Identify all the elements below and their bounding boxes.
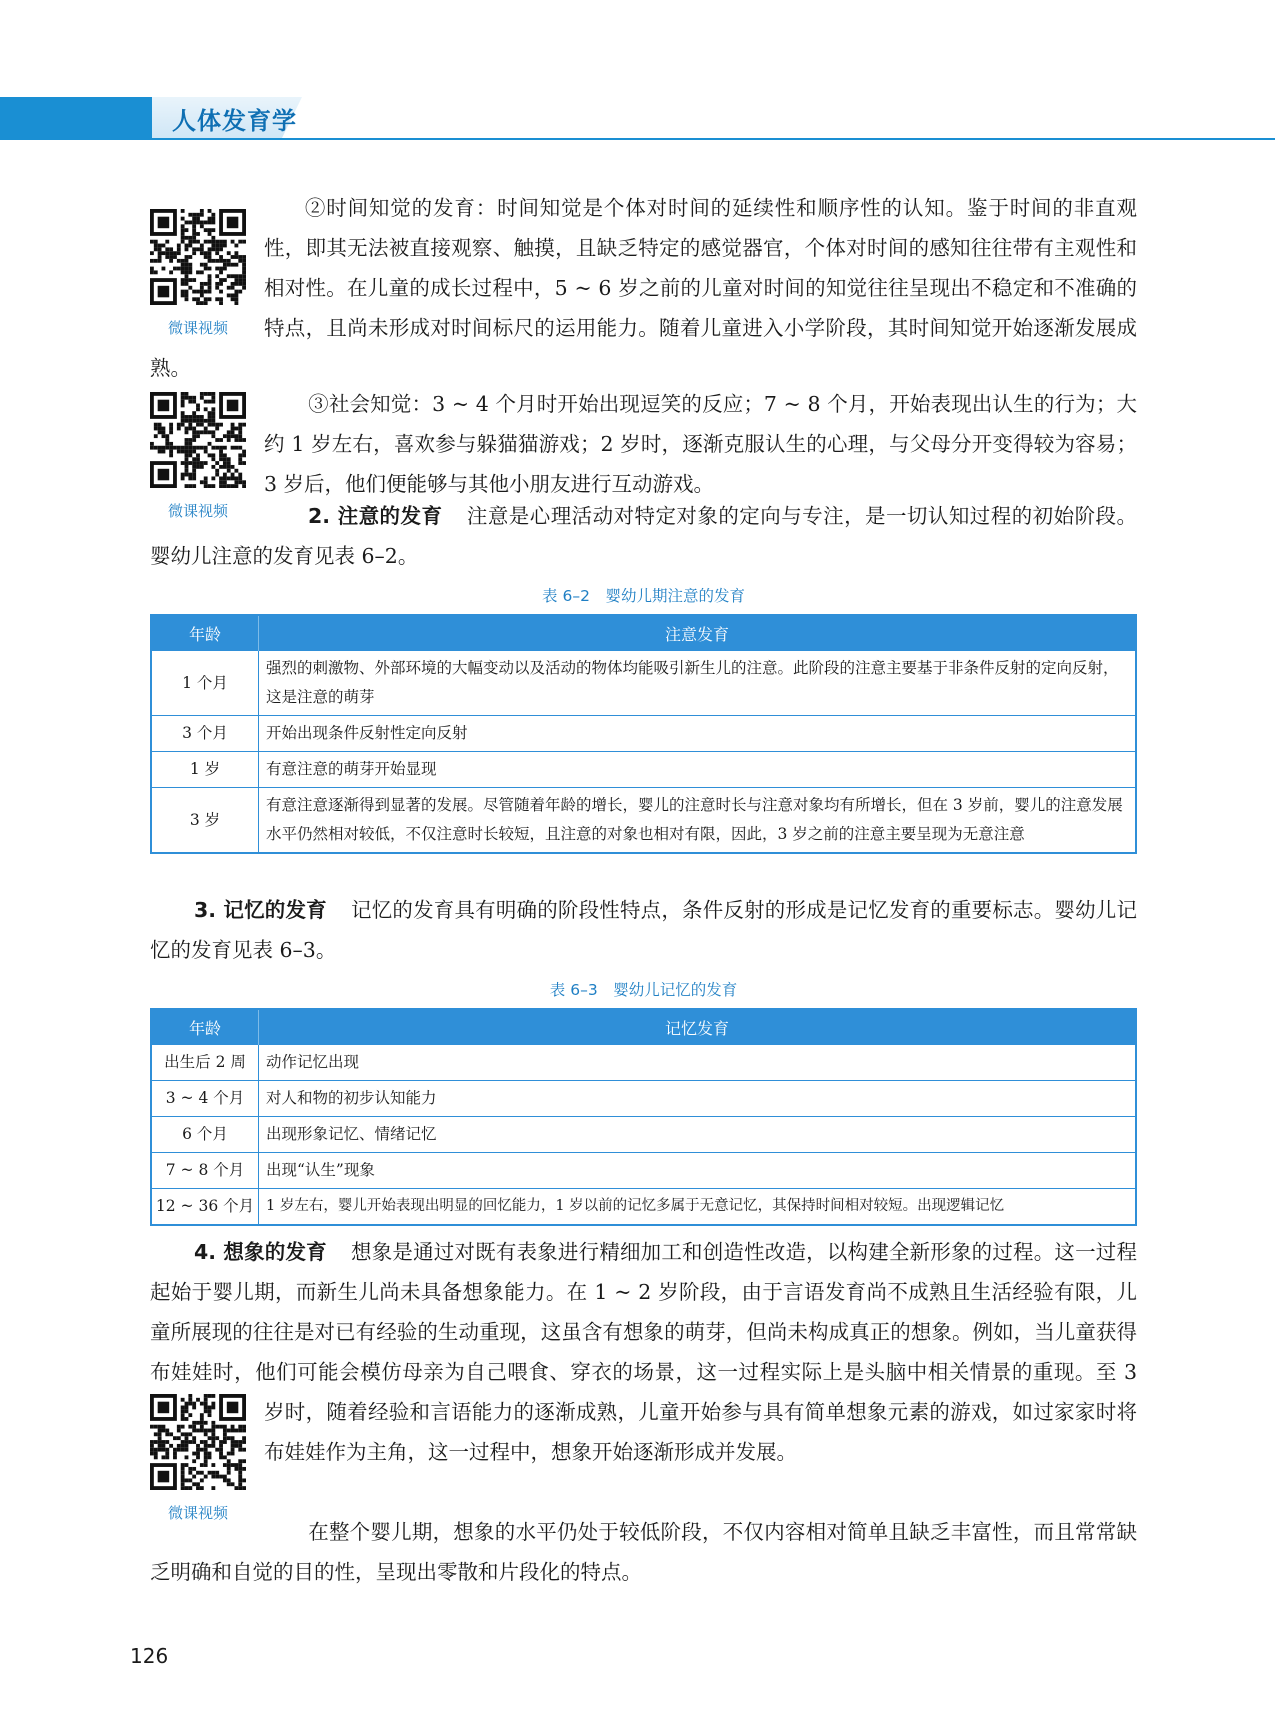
running-head-title: 人体发育学: [172, 107, 297, 135]
table-caption-attention: 表 6–2 婴幼儿期注意的发育: [542, 587, 745, 605]
table-row: [151, 788, 1136, 854]
qr-code-icon[interactable]: [150, 392, 246, 488]
column-header-attention: 注意发育: [259, 615, 1137, 651]
qr-caption: 微课视频: [167, 502, 228, 520]
section-title-attention: 2. 注意的发育: [308, 504, 443, 528]
qr-caption: 微课视频: [167, 319, 228, 337]
column-header-memory: 记忆发育: [259, 1009, 1137, 1045]
table-row: [151, 1045, 1136, 1081]
cell-age: 1 个月: [151, 651, 259, 716]
cell-age: 3 岁: [151, 788, 259, 854]
cell-description: 对人和物的初步认知能力: [259, 1081, 1137, 1117]
cell-description: 出现“认生”现象: [259, 1153, 1137, 1189]
cell-description: 强烈的刺激物、外部环境的大幅变动以及活动的物体均能吸引新生儿的注意。此阶段的注意主要基于非条件反射的定向反射，这是注意的萌芽: [259, 651, 1137, 716]
cell-description: 动作记忆出现: [259, 1045, 1137, 1081]
paragraph-infancy: [150, 1512, 1137, 1592]
table-row: [151, 1117, 1136, 1153]
page-number: 126: [130, 1644, 169, 1668]
paragraph-memory: [150, 890, 1137, 970]
cell-age: 3 ~ 4 个月: [151, 1081, 259, 1117]
memory-text: 记忆的发育具有明确的阶段性特点，条件反射的形成是记忆发育的重要标志。婴幼儿记忆的发育见表 6–3。: [150, 898, 1137, 962]
table-row: [151, 1153, 1136, 1189]
cell-description: 出现形象记忆、情绪记忆: [259, 1117, 1137, 1153]
cell-description: 有意注意逐渐得到显著的发展。尽管随着年龄的增长，婴儿的注意时长与注意对象均有所增长，但在 3 岁前，婴儿的注意发展水平仍然相对较低，不仅注意时长较短，且注意的对象也相对有限，因此，3 岁之前的注意主要呈现为无意注意: [259, 788, 1137, 854]
table-caption-memory: 表 6–3 婴幼儿记忆的发育: [549, 981, 738, 999]
table-attention: [150, 614, 1137, 854]
qr-caption: 微课视频: [167, 1504, 228, 1522]
imagination-text: 想象是通过对既有表象进行精细加工和创造性改造，以构建全新形象的过程。这一过程起始于婴儿期，而新生儿尚未具备想象能力。在 1 ~ 2 岁阶段，由于言语发育尚不成熟且生活经验有限，儿童所展现的往往是对已有经验的生动重现，这虽含有想象的萌芽，但尚未构成真正的想象。例如，当儿童获得布娃娃时，他们可能会模仿母亲为自己喂食、穿衣的场景，这一过程实际上是头脑中相关情景的重现。至 3 岁时，随着经验和言语能力的逐渐成熟，儿童开始参与具有简单想象元素的游戏，如过家家时将布娃娃作为主角，这一过程中，想象开始逐渐形成并发展。: [150, 1240, 1137, 1464]
cell-description: 有意注意的萌芽开始显现: [259, 752, 1137, 788]
paragraph-time-perception: [150, 188, 1137, 388]
paragraph-social-perception: [264, 384, 1137, 504]
cell-age: 6 个月: [151, 1117, 259, 1153]
section-title-imagination: 4. 想象的发育: [194, 1240, 327, 1264]
table-row: [151, 651, 1136, 716]
paragraph-imagination: [150, 1232, 1137, 1512]
cell-age: 出生后 2 周: [151, 1045, 259, 1081]
time-perception-text: ②时间知觉的发育：时间知觉是个体对时间的延续性和顺序性的认知。鉴于时间的非直观性，即其无法被直接观察、触摸，且缺乏特定的感觉器官，个体对时间的感知往往带有主观性和相对性。在儿童的成长过程中，5 ~ 6 岁之前的儿童对时间的知觉往往呈现出不稳定和不准确的特点，且尚未形成对时间标尺的运用能力。随着儿童进入小学阶段，其时间知觉开始逐渐发展成熟。: [150, 196, 1137, 380]
cell-description: 开始出现条件反射性定向反射: [259, 716, 1137, 752]
table-row: [151, 752, 1136, 788]
header-rule: [152, 138, 1275, 140]
social-perception-text: ③社会知觉：3 ~ 4 个月时开始出现逗笑的反应；7 ~ 8 个月，开始表现出认生的行为；大约 1 岁左右，喜欢参与躲猫猫游戏；2 岁时，逐渐克服认生的心理，与父母分开变得较为容易；3 岁后，他们便能够与其他小朋友进行互动游戏。: [264, 392, 1137, 496]
table-row: [151, 1189, 1136, 1226]
cell-age: 7 ~ 8 个月: [151, 1153, 259, 1189]
cell-description: 1 岁左右，婴儿开始表现出明显的回忆能力，1 岁以前的记忆多属于无意记忆，其保持时间相对较短。出现逻辑记忆: [259, 1189, 1137, 1226]
attention-text: 注意是心理活动对特定对象的定向与专注，是一切认知过程的初始阶段。婴幼儿注意的发育见表 6–2。: [150, 504, 1137, 568]
cell-age: 3 个月: [151, 716, 259, 752]
paragraph-attention: [150, 496, 1137, 576]
table-header-row: [151, 615, 1136, 651]
header-color-bar: [0, 97, 152, 140]
section-title-memory: 3. 记忆的发育: [194, 898, 327, 922]
column-header-age: 年龄: [151, 1009, 259, 1045]
column-header-age: 年龄: [151, 615, 259, 651]
table-header-row: [151, 1009, 1136, 1045]
infancy-text: 在整个婴儿期，想象的水平仍处于较低阶段，不仅内容相对简单且缺乏丰富性，而且常常缺乏明确和自觉的目的性，呈现出零散和片段化的特点。: [150, 1520, 1137, 1584]
cell-age: 1 岁: [151, 752, 259, 788]
table-row: [151, 1081, 1136, 1117]
table-row: [151, 716, 1136, 752]
cell-age: 12 ~ 36 个月: [151, 1189, 259, 1226]
table-memory: [150, 1008, 1137, 1226]
